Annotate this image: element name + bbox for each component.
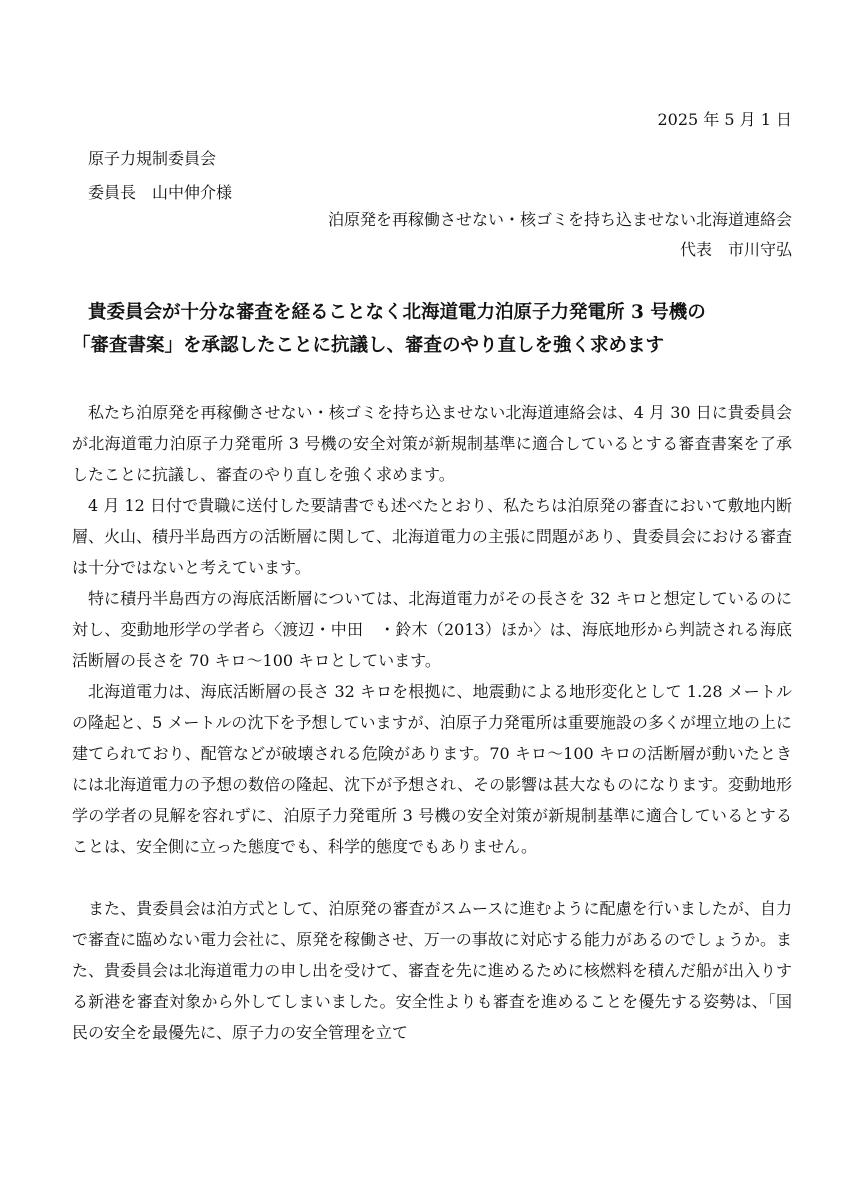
document-page: [72, 0, 792, 1200]
body-paragraph: 特に積丹半島西方の海底活断層については、北海道電力がその長さを 32 キロと想定しているのに対し、変動地形学の学者ら〈渡辺・中田 ・鈴木（2013）ほか〉は、海底地形から判読される海底活断層の長さを 70 キロ〜100 キロとしています。: [72, 589, 792, 670]
body-paragraph: 私たち泊原発を再稼働させない・核ゴミを持ち込ませない北海道連絡会は、4 月 30 日に貴委員会が北海道電力泊原子力発電所 3 号機の安全対策が新規制基準に適合しているとする審査書案を了承したことに抗議し、審査のやり直しを強く求めます。: [72, 403, 792, 484]
addressee-block: [88, 142, 232, 210]
sender-organization: 泊原発を再稼働させない・核ゴミを持ち込ませない北海道連絡会: [327, 210, 792, 229]
body-paragraph: 4 月 12 日付で貴職に送付した要請書でも述べたとおり、私たちは泊原発の審査において敷地内断層、火山、積丹半島西方の活断層に関して、北海道電力の主張に問題があり、貴委員会における審査は十分ではないと考えています。: [72, 496, 792, 577]
body-paragraph: また、貴委員会は泊方式として、泊原発の審査がスムースに進むように配慮を行いましたが、自力で審査に臨めない電力会社に、原発を稼働させ、万一の事故に対応する能力があるのでしょうか。また、貴委員会は北海道電力の申し出を受けて、審査を先に進めるために核燃料を積んだ船が出入りする新港を審査対象から外してしまいました。安全性よりも審査を進めることを優先する姿勢は、「国民の安全を最優先に、原子力の安全管理を立て: [72, 899, 792, 1042]
addressee-organization: 原子力規制委員会: [88, 149, 217, 168]
body-paragraph: 北海道電力は、海底活断層の長さ 32 キロを根拠に、地震動による地形変化として 1.28 メートルの隆起と、5 メートルの沈下を予想していますが、泊原子力発電所は重要施設の多くが埋立地の上に建てられており、配管などが破壊される危険があります。70 キロ〜100 キロの活断層が動いたときには北海道電力の予想の数倍の隆起、沈下が予想され、その影響は甚大なものになります。変動地形学の学者の見解を容れずに、泊原子力発電所 3 号機の安全対策が新規制基準に適合しているとすることは、安全側に立った態度でも、科学的態度でもありません。: [72, 682, 792, 856]
title-line-2: 「審査書案」を承認したことに抗議し、審査のやり直しを強く求めます: [72, 335, 665, 356]
addressee-person: 委員長 山中伸介様: [88, 183, 233, 202]
document-body: [72, 397, 792, 1048]
sender-block: [328, 205, 792, 265]
document-title: [72, 296, 792, 362]
sender-representative: 代表 市川守弘: [679, 240, 792, 259]
title-line-1: 貴委員会が十分な審査を経ることなく北海道電力泊原子力発電所 3 号機の: [88, 302, 706, 323]
document-date: 2025 年 5 月 1 日: [657, 110, 792, 129]
